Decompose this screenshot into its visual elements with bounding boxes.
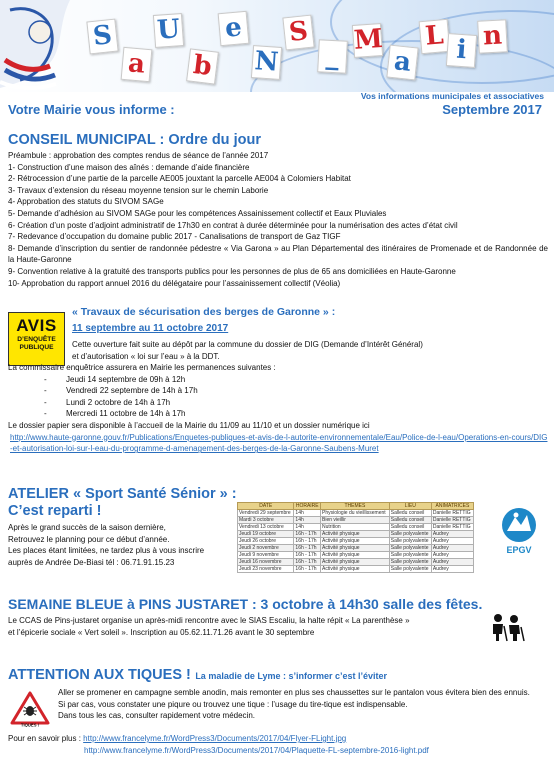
mairie-title: Votre Mairie vous informe :: [8, 102, 175, 117]
table-cell: Jeudi 16 novembre: [238, 559, 294, 566]
table-cell: Salle polyvalente: [389, 538, 431, 545]
atelier-text: [8, 522, 233, 568]
table-cell: 16h - 17h: [294, 531, 321, 538]
agenda-item: 5- Demande d’adhésion au SIVOM SAGe pour les compétences Assainissement collectif et Eaux Pluviales: [8, 208, 387, 218]
logo-letter: U: [153, 13, 184, 48]
logo-letter: i: [446, 33, 477, 68]
atelier-subtitle: C’est reparti !: [8, 503, 102, 519]
table-row: [238, 538, 474, 545]
more-info-label: Pour en savoir plus :: [8, 734, 81, 743]
col-header: LIEU: [389, 503, 431, 510]
table-cell: Salle polyvalente: [389, 566, 431, 573]
table-cell: Activité physique: [321, 566, 390, 573]
col-header: THEMES: [321, 503, 390, 510]
table-cell: Audrey: [431, 538, 473, 545]
permanence-item: - Lundi 2 octobre de 14h à 17h: [44, 397, 171, 407]
tick-warning-icon: [10, 691, 50, 727]
logo-letter: L: [419, 19, 451, 54]
table-cell: Salledu conseil: [389, 524, 431, 531]
agenda-item: 3- Travaux d’extension du réseau moyenne tension sur le chemin Laborie: [8, 185, 269, 195]
table-header-row: [238, 503, 474, 510]
conseil-title: CONSEIL MUNICIPAL : Ordre du jour: [8, 132, 261, 148]
table-cell: Activité physique: [321, 552, 390, 559]
logo-letter: M: [352, 23, 383, 58]
epgv-logo-text: EPGV: [506, 545, 532, 555]
tiques-title: ATTENTION AUX TIQUES !: [8, 667, 191, 683]
table-cell: Audrey: [431, 559, 473, 566]
table-cell: Audrey: [431, 531, 473, 538]
table-cell: Mardi 3 octobre: [238, 517, 294, 524]
table-cell: Audrey: [431, 552, 473, 559]
table-cell: Salle polyvalente: [389, 552, 431, 559]
atelier-title: ATELIER « Sport Santé Sénior » :: [8, 486, 237, 502]
table-cell: 16h - 17h: [294, 545, 321, 552]
table-row: [238, 566, 474, 573]
enquete-desc-line: Cette ouverture fait suite au dépôt par la commune du dossier de DIG (Demande d’Intérêt Général): [72, 340, 423, 349]
atelier-line: auprès de Andrée De-Biasi tél : 06.71.91.15.23: [8, 557, 175, 567]
marianne-logo: [0, 0, 80, 92]
agenda-item: 2- Rétrocession d’une partie de la parcelle AE005 jouxtant la parcelle AE004 à Colomiers Habitat: [8, 174, 351, 184]
enquete-desc-line: et d’autorisation « loi sur l’eau » à la DDT.: [72, 351, 220, 361]
table-row: [238, 517, 474, 524]
table-cell: 14h: [294, 510, 321, 517]
agenda-item: 8- Demande d’inscription du sentier de randonnée pédestre « Via Garona » au Plan Départemental des itinéraires de Promenade et de Randonnée de la Haute-Garonne: [8, 243, 548, 265]
table-cell: Danielle RETTIG: [431, 524, 473, 531]
semaine-line: Le CCAS de Pins-justaret organise un après-midi rencontre avec le SIAS Escaliu, la halte répit « La parenthèse »: [8, 616, 410, 625]
table-cell: Salle polyvalente: [389, 559, 431, 566]
logo-letter: n: [477, 19, 508, 53]
logo-letter: a: [386, 45, 418, 81]
table-cell: Salledu conseil: [389, 510, 431, 517]
logo-letter: S: [282, 15, 314, 51]
tiques-paragraph: Dans tous les cas, consulter rapidement votre médecin.: [58, 711, 255, 721]
tick-icon-label: TIQUES !: [20, 722, 40, 727]
table-row: [238, 552, 474, 559]
permanences-intro: La commissaire enquêtrice assurera en Mairie les permanences suivantes :: [8, 363, 276, 372]
logo-letter: S: [86, 19, 118, 55]
agenda-item: 7- Redevance d’occupation du domaine public 2017 - Canalisations de transport de Gaz TIGF: [8, 232, 341, 242]
table-cell: Activité physique: [321, 538, 390, 545]
agenda-item: 1- Construction d’une maison des aînés : demande d’aide financière: [8, 162, 250, 172]
tiques-text: [58, 687, 538, 722]
col-header: HORAIRE: [295, 503, 319, 509]
table-cell: Audrey: [431, 566, 473, 573]
table-cell: Physiologie du vieillissement: [321, 510, 390, 517]
table-cell: Jeudi 9 novembre: [238, 552, 294, 559]
conseil-agenda: [8, 150, 548, 289]
table-cell: 14h: [294, 524, 321, 531]
table-cell: Danielle RETTIG: [431, 510, 473, 517]
permanence-item: - Mercredi 11 octobre de 14h à 17h: [44, 409, 186, 419]
table-cell: Activité physique: [321, 545, 390, 552]
table-cell: 16h - 17h: [294, 552, 321, 559]
atelier-line: Les places étant limitées, ne tardez plus à vous inscrire: [8, 546, 205, 556]
semaine-bleue-title: SEMAINE BLEUE à PINS JUSTARET : 3 octobre à 14h30 salle des fêtes.: [8, 596, 483, 612]
table-cell: Jeudi 2 novembre: [238, 545, 294, 552]
table-cell: Salle polyvalente: [389, 545, 431, 552]
table-row: [238, 524, 474, 531]
table-cell: 16h - 17h: [294, 559, 321, 566]
tiques-paragraph: Si par cas, vous constater une piqure ou trouvez une tique : l’usage du tire-tique est indispensable.: [58, 699, 408, 709]
badge-small-text: D’ENQUÊTE PUBLIQUE: [17, 336, 56, 351]
tiques-paragraph: Aller se promener en campagne semble anodin, mais remonter en plus ses chaussettes sur le pantalon vous évitera bien des ennuis.: [58, 688, 530, 697]
agenda-item: 10- Approbation du rapport annuel 2016 du délégataire pour l’assainissement collectif (Véolia): [8, 278, 341, 288]
table-cell: Nutrition: [321, 524, 390, 531]
table-cell: 16h - 17h: [294, 566, 321, 573]
logo-letter: a: [121, 47, 153, 82]
table-cell: 14h: [294, 517, 321, 524]
logo-letter: e: [218, 11, 250, 46]
agenda-item: 9- Convention relative à la gratuité des transports publics pour les personnes de plus de 65 ans domiciliées en Haute-Garonne: [8, 266, 456, 276]
table-row: [238, 545, 474, 552]
enquete-description: [72, 339, 542, 362]
tiques-subtitle: La maladie de Lyme : s’informer c’est l’éviter: [195, 671, 388, 681]
tiques-links: [8, 733, 548, 756]
table-cell: Activité physique: [321, 559, 390, 566]
atelier-schedule-table: [237, 502, 474, 573]
table-row: [238, 559, 474, 566]
enquete-title: « Travaux de sécurisation des berges de Garonne » :: [72, 306, 336, 318]
francelyme-link-1[interactable]: http://www.francelyme.fr/WordPress3/Documents/2017/04/Flyer-FLight.jpg: [83, 734, 347, 743]
agenda-item: Préambule : approbation des comptes rendus de séance de l’année 2017: [8, 151, 269, 160]
seniors-icon: [483, 612, 527, 642]
issue-month: Septembre 2017: [442, 102, 542, 117]
table-cell: Salle polyvalente: [389, 531, 431, 538]
agenda-item: 4- Approbation des statuts du SIVOM SAGe: [8, 197, 164, 207]
table-cell: Salledu conseil: [389, 517, 431, 524]
epgv-logo: [497, 507, 541, 559]
table-row: [238, 510, 474, 517]
table-cell: 16h - 17h: [294, 538, 321, 545]
table-cell: Danielle RETTIG: [431, 517, 473, 524]
enquete-link[interactable]: http://www.haute-garonne.gouv.fr/Publications/Enquetes-publiques-et-avis-de-l-autorite-environnementale/Eau/Police-de-l-eau/Operations-en-cours/DIG-et-autorisation-loi-sur-l-eau-du-programme-d-amenagement-des-berges-de-la-Garonne-Saubens-Muret: [10, 432, 548, 454]
enquete-permanences: [8, 362, 548, 455]
table-cell: Audrey: [431, 545, 473, 552]
table-cell: Jeudi 23 novembre: [238, 566, 294, 573]
header-banner: [0, 0, 554, 92]
enquete-dates: 11 septembre au 11 octobre 2017: [72, 323, 229, 334]
avis-enquete-badge: [8, 312, 65, 366]
atelier-line: Après le grand succès de la saison dernière,: [8, 523, 166, 532]
table-cell: Vendredi 13 octobre: [238, 524, 294, 531]
table-cell: Jeudi 19 octobre: [238, 531, 294, 538]
semaine-bleue-text: [8, 615, 478, 638]
agenda-item: 6- Création d’un poste d’adjoint administratif de 17h30 en contrat à durée déterminée pour la numérisation des actes d’état civil: [8, 220, 458, 230]
header-subtitle: Vos informations municipales et associatives: [360, 91, 544, 101]
col-header: ANIMATRICES: [431, 503, 473, 510]
logo-letter: _: [317, 39, 348, 73]
badge-big-text: AVIS: [16, 316, 57, 335]
table-cell: Activité physique: [321, 531, 390, 538]
permanence-item: - Vendredi 22 septembre de 14h à 17h: [44, 386, 198, 396]
francelyme-link-2[interactable]: http://www.francelyme.fr/WordPress3/Documents/2017/04/Plaquette-FL-septembre-2016-light.pdf: [84, 745, 429, 755]
atelier-line: Retrouvez le planning pour ce début d’année.: [8, 534, 170, 544]
logo-letter: b: [186, 48, 219, 84]
table-cell: Jeudi 26 octobre: [238, 538, 294, 545]
table-cell: Bien vieillir: [321, 517, 390, 524]
dossier-info: Le dossier papier sera disponible à l’accueil de la Mairie du 11/09 au 11/10 et un dossier numérique ici: [8, 420, 370, 430]
logo-letter: N: [251, 45, 282, 80]
table-cell: Vendredi 29 septembre: [238, 510, 294, 517]
table-row: [238, 531, 474, 538]
col-header: DATE: [238, 503, 294, 510]
semaine-line: et l’épicerie sociale « Vert soleil ». Inscription au 05.62.11.71.26 avant le 30 septembre: [8, 627, 315, 637]
tiques-heading: [8, 666, 387, 684]
permanence-item: - Jeudi 14 septembre de 09h à 12h: [44, 374, 186, 384]
